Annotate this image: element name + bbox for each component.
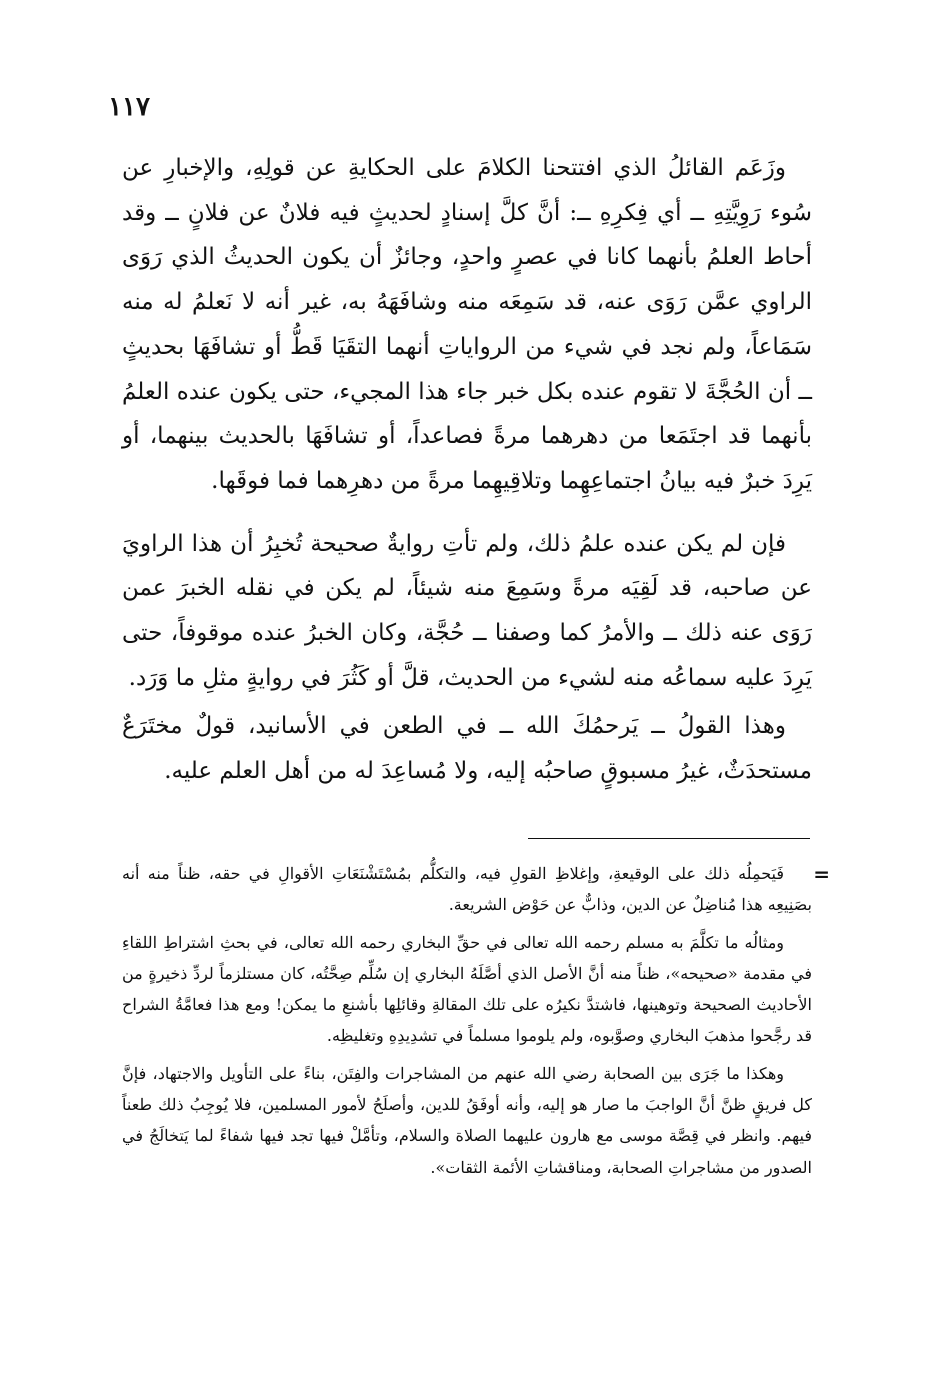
footnotes-section [122,858,812,1183]
paragraph-2: فإن لم يكن عنده علمُ ذلك، ولم تأتِ روايةٌ صحيحة تُخبِرُ أن هذا الراويَ عن صاحبه، قد لَقِيَه مرةً وسَمِعَ منه شيئاً، لم يكن في نقله الخبرَ عمن رَوَى عنه ذلك ــ والأمرُ كما وصفنا ــ حُجَّة، وكان الخبرُ عنده موقوفاً، حتى يَرِدَ عليه سماعُه منه لشيء من الحديث، قلَّ أو كَثُرَ في روايةٍ مثلِ ما وَرَد. [122,530,812,691]
footnote-paragraph-1: فَيَحمِلُه ذلك على الوقيعةِ، وإغلاظِ القولِ فيه، والتكلُّم بمُسْتَشْنَعَاتِ الأقوالِ في حقه، ظناً منه أنه بصَنِيعِه هذا مُناضِلٌ عن الدين، وذابٌّ عن حَوْض الشريعة. [122,864,812,915]
page-number: ١١٧ [108,92,150,122]
main-text-body [122,146,812,794]
footnote-separator [528,838,810,839]
footnote-paragraph-2: ومثالُه ما تكلَّمَ به مسلم رحمه الله تعالى في حقِّ البخاري رحمه الله تعالى، في بحثِ اشتراطِ اللقاءِ في مقدمة «صحيحه»، ظناً منه أنَّ الأصل الذي أصَّلَهُ البخاري إن سُلِّم صِحَّتُه، كان مستلزماً لردِّ ذخيرةٍ من الأحاديث الصحيحة وتوهينها، فاشتدَّ نكيرُه على تلك المقالةِ وقائلِها بأشنعِ ما يمكن! ومع هذا فعامَّةُ الشراح قد رجَّحوا مذهبَ البخاري وصوَّبوه، ولم يلوموا مسلماً في تشدِيدِهِ وتغليظِه. [122,932,813,1046]
footnote-continuation-mark: = [813,862,830,886]
footnote-paragraph-3: وهكذا ما جَرَى بين الصحابة رضي الله عنهم من المشاجرات والفِتَن، بناءً على التأويل والاجتهاد، فإنَّ كل فريقٍ ظنَّ أنَّ الواجبَ ما صار هو إليه، وأنه أوفَقُ للدين، وأصلَحُ لأمور المسلمين، فلا يُوجِبُ ذلك طعناً فيهم. وانظر في قِصَّة موسى مع هارون عليهما الصلاة والسلام، وتأمَّلْ فيها تجد فيها شفاءً لما يَتخالَجُ في الصدور من مشاجراتِ الصحابة، ومناقشاتِ الأئمة الثقات». [122,1063,812,1177]
paragraph-1: وزَعَم القائلُ الذي افتتحنا الكلامَ على الحكايةِ عن قولِهِ، والإخبارِ عن سُوء رَوِيَّتِهِ ــ أي فِكرِهِ ــ: أنَّ كلَّ إسنادٍ لحديثٍ فيه فلانٌ عن فلانٍ ــ وقد أحاط العلمُ بأنهما كانا في عصرٍ واحدٍ، وجائزٌ أن يكون الحديثُ الذي رَوَى الراوي عمَّن رَوَى عنه، قد سَمِعَه منه وشافَهَهُ به، غير أنه لا نَعلمُ له منه سَمَاعاً، ولم نجد في شيء من الرواياتِ أنهما التقَيَا قَطُّ أو تشافَهَا بحديثٍ ــ أن الحُجَّةَ لا تقوم عنده بكل خبر جاء هذا المجيء، حتى يكون عنده العلمُ بأنهما قد اجتَمَعا من دهرهما مرةً فصاعداً، أو تشافَهَا بالحديث بينهما، أو يَرِدَ خبرٌ فيه بيانُ اجتماعِهِما وتلاقِيهِما مرةً من دهرِهما فما فوقَها. [122,155,812,494]
paragraph-3: وهذا القولُ ــ يَرحمُكَ الله ــ في الطعن في الأسانيد، قولٌ مختَرَعٌ مستحدَثٌ، غيرُ مسبوقٍ صاحبُه إليه، ولا مُساعِدَ له من أهل العلم عليه. [122,713,812,785]
